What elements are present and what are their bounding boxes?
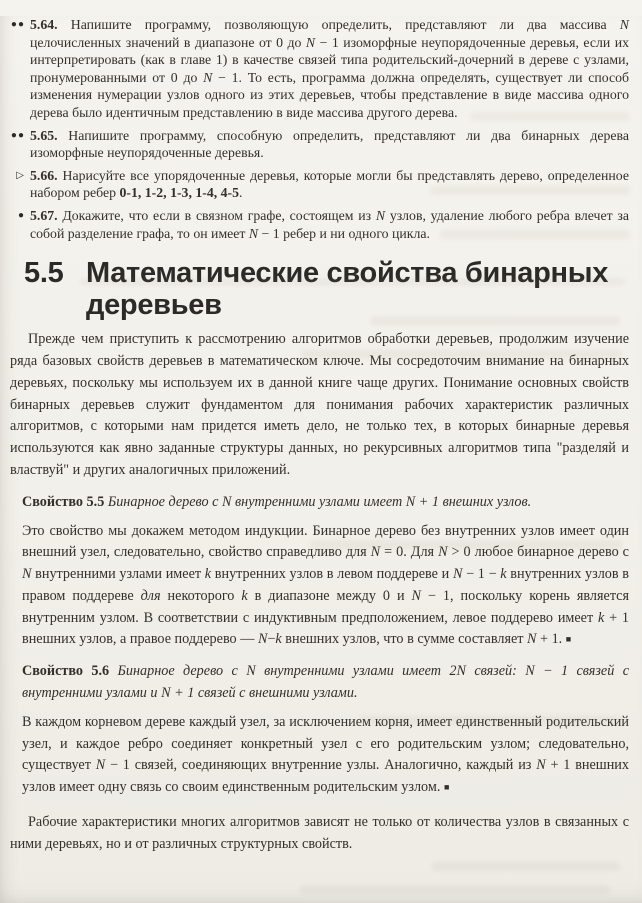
section-title <box>86 257 642 321</box>
property-5-6-proof: В каждом корневом дереве каждый узел, за исключением корня, имеет единственный родительский узел, и каждое ребро соединяет конкретный узел с его родительским узлом; следовательно, существует N − 1 связей, соединяющих внутренние узлы. Аналогично, каждый из N + 1 внешних узлов имеет одну связь со своим единственным родительским узлом. ■ <box>22 713 629 796</box>
section-title-line-1: Математические свойства бинарных <box>86 257 609 290</box>
closing-paragraph: Рабочие характеристики многих алгоритмов зависят не только от количества узлов в связанных с ними деревьях, но и от различных структурных свойств. <box>10 814 629 852</box>
exercise-text: 5.64. Напишите программу, позволяющую определить, представляют ли два массива N целочисленных значений в диапазоне от 0 до N − 1 изоморфные неупорядоченные деревья, если их интерпретировать (как в главе 1) в качестве связей типа родительский-дочерний в дереве с узлами, пронумерованными от 0 до N − 1. То есть, программа должна определять, существует ли способ изменения нумерации узлов одного из этих деревьев, чтобы представление в виде массива одного дерева было идентичным представлению в виде массива другого дерева. <box>30 17 629 120</box>
difficulty-marker: ●● <box>10 19 25 30</box>
difficulty-marker: ▷ <box>16 169 25 181</box>
exercise-text: 5.66. Нарисуйте все упорядоченные деревья, которые могли бы представлять дерево, определенное набором ребер 0-1, 1-2, 1-3, 1-4, 4-5. <box>30 167 629 201</box>
exercise-item-5-66 <box>5 167 629 202</box>
exercise-item-5-64 <box>5 16 629 122</box>
scan-artifact <box>440 230 630 239</box>
difficulty-marker: ● <box>17 209 25 221</box>
section-title-line-2: деревьев <box>86 289 222 322</box>
scan-artifact <box>370 316 620 326</box>
difficulty-marker: ●● <box>10 129 25 141</box>
section-heading <box>24 257 642 321</box>
section-number: 5.5 <box>24 257 64 290</box>
exercise-list <box>5 16 629 242</box>
property-5-6-statement: Свойство 5.6 Бинарное дерево с N внутренними узлами имеет 2N связей: N − 1 связей с внутренними узлами и N + 1 связей с внешними узлами. <box>22 663 629 702</box>
scan-artifact <box>360 716 622 725</box>
exercise-item-5-65 <box>5 127 629 162</box>
intro-paragraph: Прежде чем приступить к рассмотрению алгоритмов обработки деревьев, продолжим изучение ряда базовых свойств деревьев в математическом ключе. Мы сосредоточим внимание на бинарных деревьях, поскольку мы используем их в данной книге чаще других. Понимание основных свойств бинарных деревьев служит фундаментом для понимания рабочих характеристик различных алгоритмов, с которыми нам придется иметь дело, не только тех, в которых бинарные деревья используются как явно заданные структуры данных, но рекурсивных алгоритмов типа "разделяй и властвуй" и других аналогичных приложений. <box>10 331 629 478</box>
scan-artifact <box>432 862 620 871</box>
scan-artifact <box>430 186 630 195</box>
book-page <box>0 16 642 903</box>
property-5-5-statement: Свойство 5.5 Бинарное дерево с N внутренними узлами имеет N + 1 внешних узлов. <box>22 493 532 510</box>
exercise-text: 5.67. Докажите, что если в связном графе, состоящем из N узлов, удаление любого ребра влечет за собой разделение графа, то он имеет N − 1 ребер и ни одного цикла. <box>30 207 629 241</box>
scan-artifact <box>300 885 610 894</box>
scan-artifact <box>310 540 622 549</box>
scan-artifact <box>80 278 625 286</box>
scan-artifact <box>300 349 622 359</box>
properties-block <box>22 492 629 799</box>
exercise-text: 5.65. Напишите программу, способную определить, представляют ли два бинарных дерева изоморфные неупорядоченные деревья. <box>30 127 629 161</box>
property-5-5-proof: Это свойство мы докажем методом индукции. Бинарное дерево без внутренних узлов имеет один внешний узел, следовательно, свойство справедливо для N = 0. Для N > 0 любое бинарное дерево с N внутренними узлами имеет k внутренних узлов в левом поддереве и N − 1 − k внутренних узлов в правом поддереве для некоторого k в диапазоне между 0 и N − 1, поскольку корень является внутренним узлом. В соответствии с индуктивным предположением, левое поддерево имеет k + 1 внешних узлов, а правое поддерево — N−k внешних узлов, что в сумме составляет N + 1. ■ <box>22 522 630 648</box>
scan-artifact <box>470 112 630 121</box>
